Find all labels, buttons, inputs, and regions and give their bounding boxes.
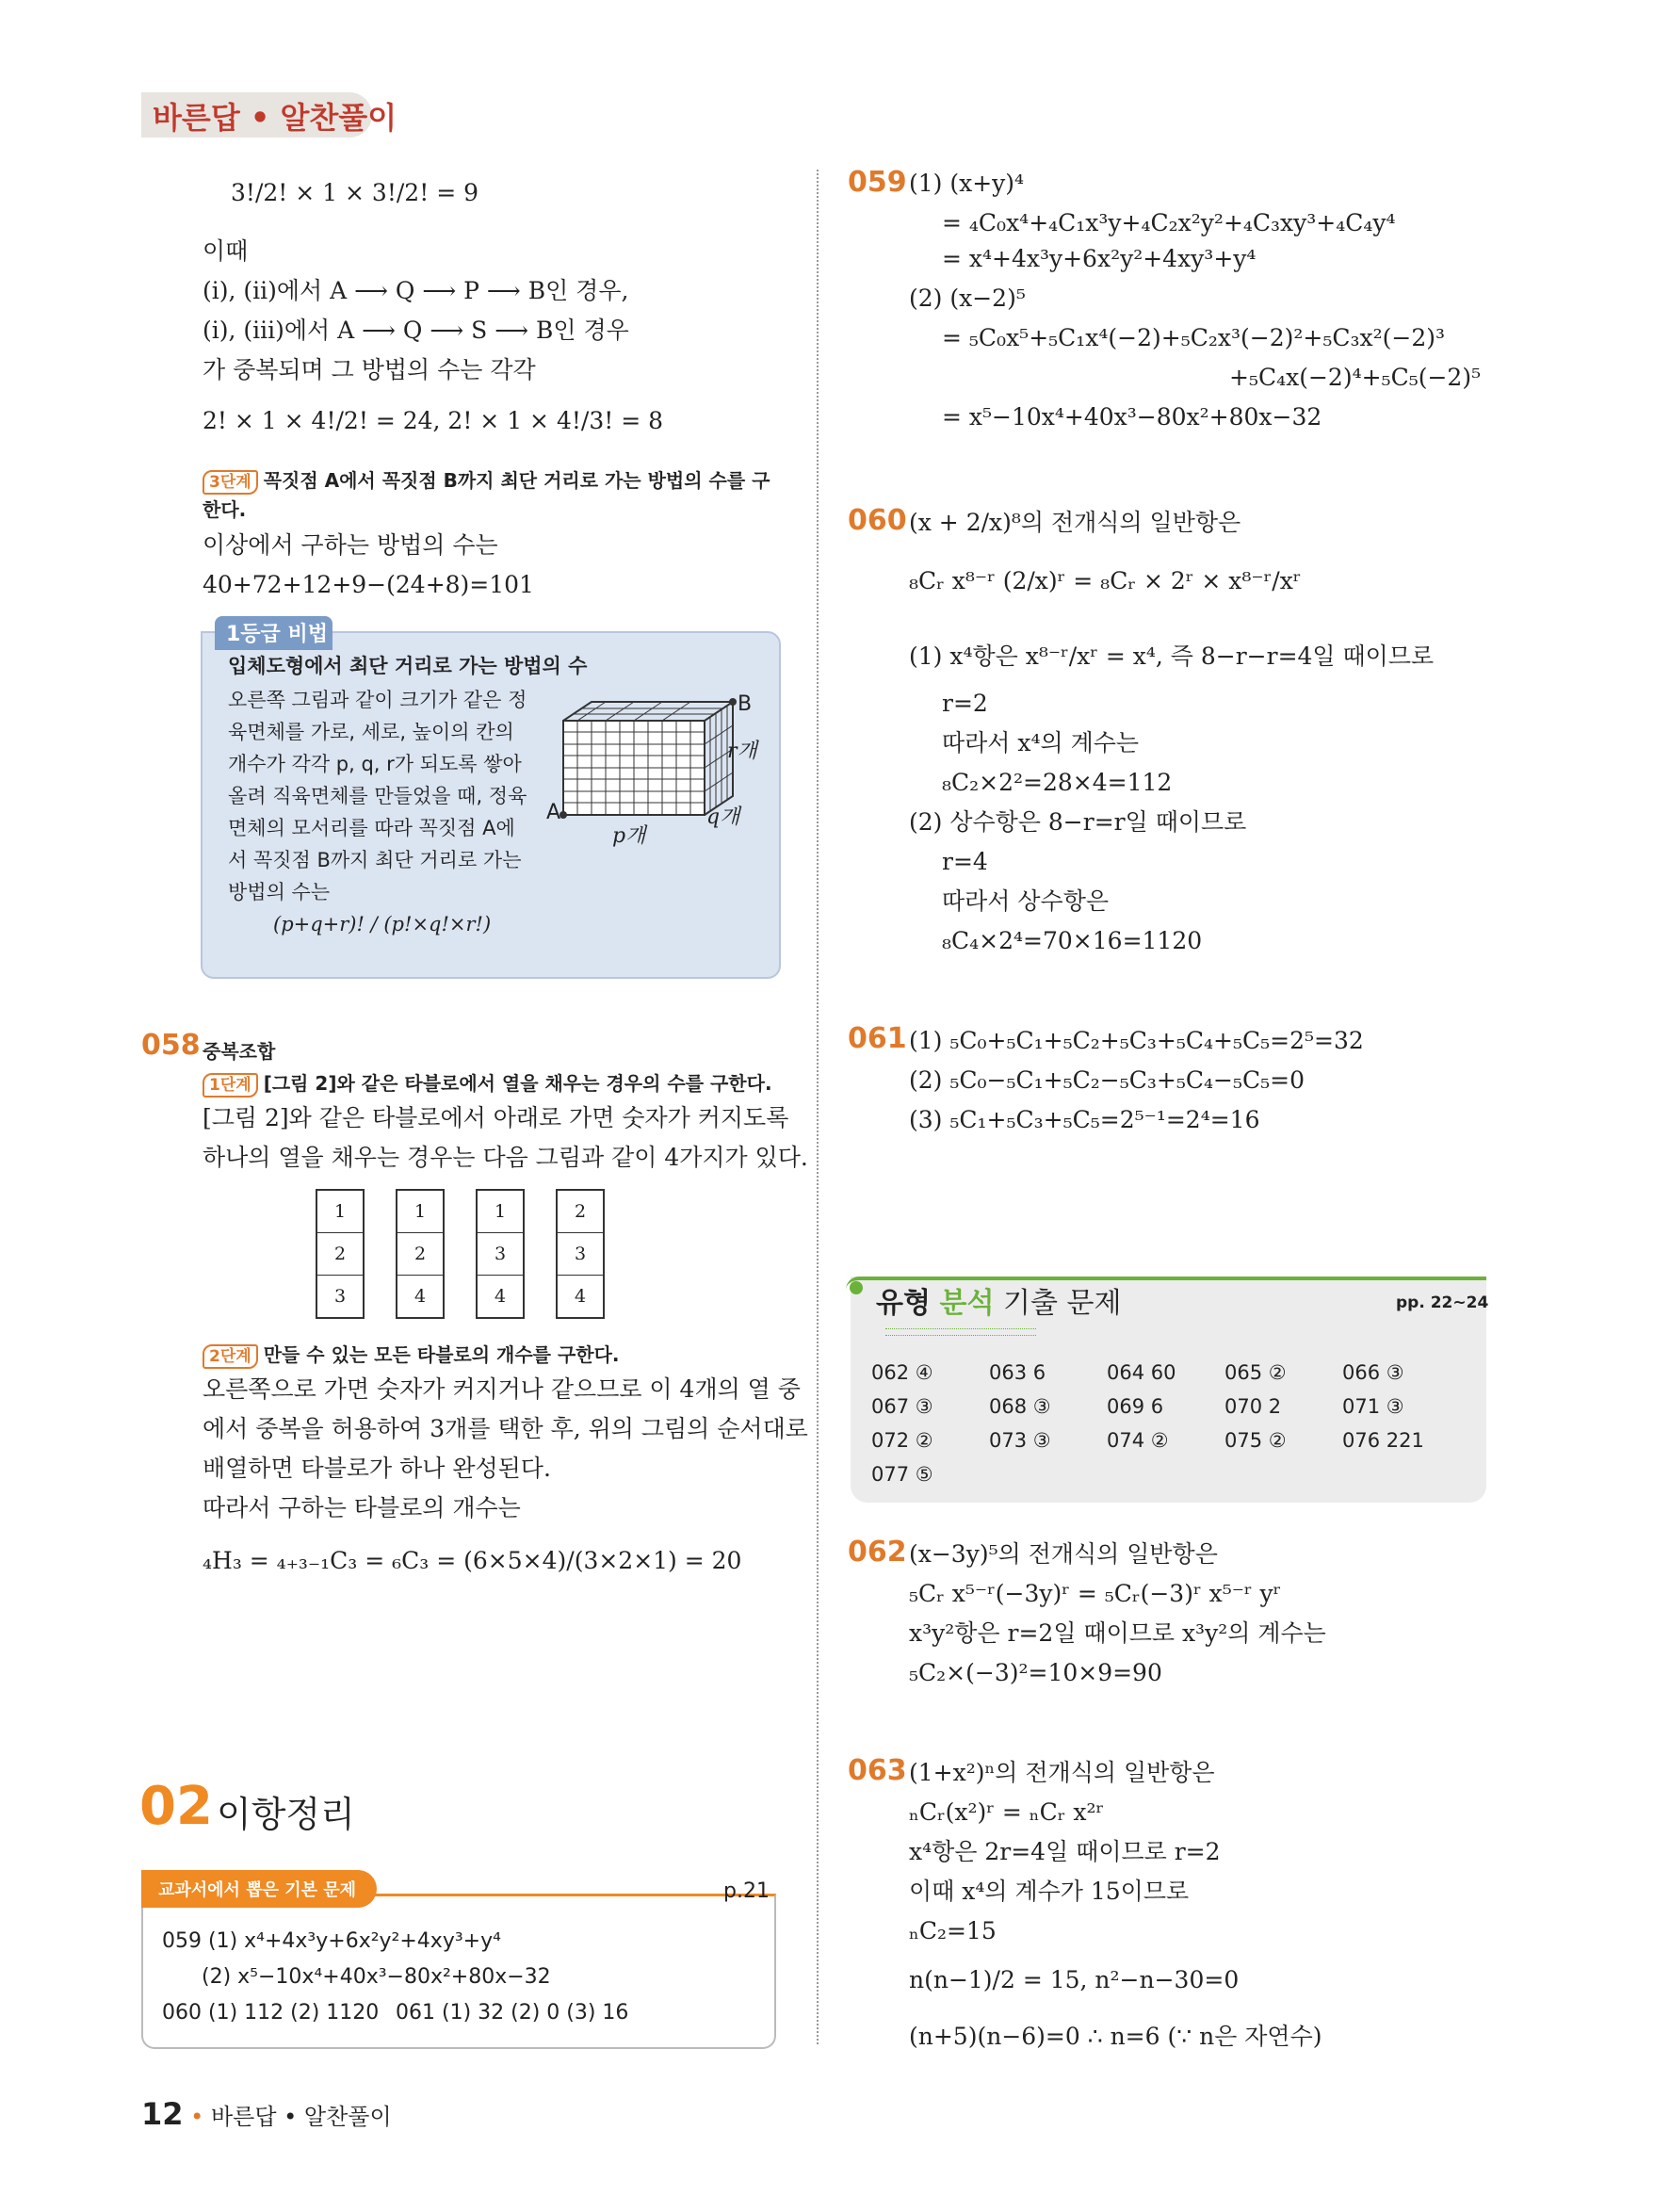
left-line-3: (i), (ii)에서 A ⟶ Q ⟶ P ⟶ B인 경우, [203, 277, 629, 304]
page-footer [141, 2096, 392, 2132]
problem-062-number: 062 [848, 1536, 907, 1569]
tableau-cell: 4 [494, 1286, 507, 1307]
answer-071: 071 ③ [1342, 1395, 1404, 1418]
tip-label-r: r개 [727, 740, 757, 763]
p063-t5: ₙC₂=15 [909, 1917, 997, 1944]
p060-t7: (2) 상수항은 8−r=r일 때이므로 [909, 808, 1247, 836]
p059-b2: = ₅C₀x⁵+₅C₁x⁴(−2)+₅C₂x³(−2)²+₅C₃x²(−2)³ [942, 324, 1446, 351]
left-line-6: 2! × 1 × 4!/2! = 24, 2! × 1 × 4!/3! = 8 [203, 407, 664, 434]
p061-t2: (2) ₅C₀−₅C₁+₅C₂−₅C₃+₅C₄−₅C₅=0 [909, 1066, 1305, 1094]
tip-line-5: 면체의 모서리를 따라 꼭짓점 A에 [228, 817, 515, 839]
tableau-column-3 [476, 1189, 525, 1319]
p063-t1: (1+x²)ⁿ의 전개식의 일반항은 [909, 1759, 1215, 1786]
p060-t9: 따라서 상수항은 [942, 887, 1109, 915]
problem-058-title: 중복조합 [203, 1040, 276, 1063]
problem-060-number: 060 [848, 504, 907, 537]
tableau-cell: 2 [317, 1233, 363, 1276]
p058-s7: ₄H₃ = ₄₊₃₋₁C₃ = ₆C₃ = (6×5×4)/(3×2×1) = 20 [203, 1547, 742, 1574]
answer-074: 074 ② [1107, 1429, 1169, 1452]
p059-b3: +₅C₄x(−2)⁴+₅C₅(−2)⁵ [1229, 364, 1482, 391]
section-title-b: 분석 [939, 1287, 995, 1320]
left-line-8: 40+72+12+9−(24+8)=101 [203, 571, 534, 598]
section-pages: pp. 22~24 [1396, 1293, 1489, 1312]
step1-row [203, 1066, 772, 1099]
p059-b4: = x⁵−10x⁴+40x³−80x²+80x−32 [942, 403, 1322, 431]
answer-063: 063 6 [989, 1361, 1046, 1384]
answer-077: 077 ⑤ [871, 1463, 933, 1486]
p058-s3: 오른쪽으로 가면 숫자가 커지거나 같으므로 이 4개의 열 중 [203, 1375, 801, 1403]
p060-t2: ₈Cᵣ x⁸⁻ʳ (2/x)ʳ = ₈Cᵣ × 2ʳ × x⁸⁻ʳ/xʳ [909, 567, 1302, 594]
header-title: 바른답 • 알찬풀이 [153, 100, 397, 136]
tip-label-p: p개 [612, 824, 646, 848]
tableau-cell: 2 [397, 1233, 443, 1276]
answer-076: 076 221 [1342, 1429, 1424, 1452]
p060-t3: (1) x⁴항은 x⁸⁻ʳ/xʳ = x⁴, 즉 8−r−r=4일 때이므로 [909, 642, 1435, 670]
left-line-2: 이때 [203, 237, 249, 265]
tableau-cell: 2 [558, 1191, 603, 1233]
basic-row-3b: 061 (1) 32 (2) 0 (3) 16 [396, 2001, 629, 2025]
tableau-cell: 4 [574, 1286, 587, 1307]
answer-075: 075 ② [1224, 1429, 1287, 1452]
tip-label-A: A [546, 801, 561, 824]
p059-a3: = x⁴+4x³y+6x²y²+4xy³+y⁴ [942, 245, 1257, 272]
step1-label: 1단계 [203, 1073, 258, 1098]
tableau-column-2 [396, 1189, 445, 1319]
step3-text-2: 한다. [203, 498, 247, 521]
tip-formula: (p+q+r)! / (p!×q!×r!) [273, 913, 492, 935]
section-decoration [885, 1328, 1036, 1336]
tableau-cell: 1 [478, 1191, 523, 1233]
p058-s2: 하나의 열을 채우는 경우는 다음 그림과 같이 4가지가 있다. [203, 1144, 808, 1171]
p062-t4: ₅C₂×(−3)²=10×9=90 [909, 1659, 1162, 1686]
chapter-number: 02 [139, 1776, 213, 1837]
tableau-cell: 3 [478, 1233, 523, 1276]
section-title [876, 1279, 1122, 1321]
tip-tab-label: 1등급 비법 [226, 623, 328, 646]
page-number: 12 [141, 2096, 184, 2132]
tableau-cell: 3 [333, 1286, 347, 1307]
p060-t5: 따라서 x⁴의 계수는 [942, 729, 1140, 756]
basic-row-1: 059 (1) x⁴+4x³y+6x²y²+4xy³+y⁴ [162, 1929, 501, 1953]
tableau-cell: 4 [414, 1286, 427, 1307]
tip-line-4: 올려 직육면체를 만들었을 때, 정육 [228, 785, 527, 807]
p060-t8: r=4 [942, 848, 988, 875]
basic-problems-tab-label: 교과서에서 뽑은 기본 문제 [158, 1880, 357, 1900]
tableau-column-4 [556, 1189, 605, 1319]
p060-t1: (x + 2/x)⁸의 전개식의 일반항은 [909, 509, 1241, 536]
tip-line-2: 육면체를 가로, 세로, 높이의 칸의 [228, 721, 514, 743]
p059-b1: (2) (x−2)⁵ [909, 285, 1026, 312]
basic-row-2: (2) x⁵−10x⁴+40x³−80x²+80x−32 [202, 1965, 551, 1989]
answer-067: 067 ③ [871, 1395, 933, 1418]
problem-058-number: 058 [141, 1029, 201, 1062]
step1-text: [그림 2]와 같은 타블로에서 열을 채우는 경우의 수를 구한다. [263, 1072, 772, 1095]
p060-t6: ₈C₂×2²=28×4=112 [942, 769, 1173, 796]
p061-t1: (1) ₅C₀+₅C₁+₅C₂+₅C₃+₅C₄+₅C₅=2⁵=32 [909, 1027, 1364, 1054]
tip-line-7: 방법의 수는 [228, 881, 331, 903]
footer-text: 바른답 • 알찬풀이 [210, 2104, 392, 2130]
answer-064: 064 60 [1107, 1361, 1176, 1384]
answer-068: 068 ③ [989, 1395, 1051, 1418]
section-title-c: 기출 문제 [1003, 1287, 1122, 1320]
p063-t2: ₙCᵣ(x²)ʳ = ₙCᵣ x²ʳ [909, 1798, 1105, 1826]
p063-t7: (n+5)(n−6)=0 ∴ n=6 (∵ n은 자연수) [909, 2023, 1322, 2050]
answer-072: 072 ② [871, 1429, 933, 1452]
tip-title: 입체도형에서 최단 거리로 가는 방법의 수 [228, 655, 588, 677]
p059-a2: = ₄C₀x⁴+₄C₁x³y+₄C₂x²y²+₄C₃xy³+₄C₄y⁴ [942, 209, 1396, 236]
section-title-a: 유형 [876, 1287, 931, 1320]
p062-t2: ₅Cᵣ x⁵⁻ʳ(−3y)ʳ = ₅Cᵣ(−3)ʳ x⁵⁻ʳ yʳ [909, 1580, 1282, 1607]
p061-t3: (3) ₅C₁+₅C₃+₅C₅=2⁵⁻¹=2⁴=16 [909, 1106, 1260, 1133]
p058-s1: [그림 2]와 같은 타블로에서 아래로 가면 숫자가 커지도록 [203, 1104, 789, 1131]
p063-t4: 이때 x⁴의 계수가 15이므로 [909, 1878, 1190, 1905]
p058-s4: 에서 중복을 허용하여 3개를 택한 후, 위의 그림의 순서대로 [203, 1415, 808, 1442]
step3-row [203, 464, 770, 496]
step2-label: 2단계 [203, 1344, 258, 1369]
answer-066: 066 ③ [1342, 1361, 1404, 1384]
answer-073: 073 ③ [989, 1429, 1051, 1452]
answer-065: 065 ② [1224, 1361, 1287, 1384]
answer-069: 069 6 [1107, 1395, 1164, 1418]
problem-061-number: 061 [848, 1022, 907, 1055]
p063-t3: x⁴항은 2r=4일 때이므로 r=2 [909, 1838, 1221, 1865]
tip-label-B: B [738, 692, 753, 716]
tableau-cell: 1 [397, 1191, 443, 1233]
p058-s6: 따라서 구하는 타블로의 개수는 [203, 1494, 521, 1521]
problem-059-number: 059 [848, 166, 907, 199]
p063-t6: n(n−1)/2 = 15, n²−n−30=0 [909, 1966, 1240, 1993]
left-line-5: 가 중복되며 그 방법의 수는 각각 [203, 356, 536, 383]
answer-062: 062 ④ [871, 1361, 933, 1384]
tip-line-3: 개수가 각각 p, q, r가 되도록 쌓아 [228, 753, 522, 775]
basic-page-ref: p.21 [723, 1879, 770, 1903]
p058-s5: 배열하면 타블로가 하나 완성된다. [203, 1455, 551, 1482]
step3-label: 3단계 [203, 470, 258, 495]
p059-a1: (1) (x+y)⁴ [909, 170, 1025, 197]
answer-070: 070 2 [1224, 1395, 1282, 1418]
p060-t4: r=2 [942, 690, 988, 717]
tip-label-q: q개 [706, 805, 740, 829]
step3-text: 꼭짓점 A에서 꼭짓점 B까지 최단 거리로 가는 방법의 수를 구 [263, 469, 770, 492]
tableau-cell: 1 [317, 1191, 363, 1233]
tableau-column-1 [316, 1189, 365, 1319]
p062-t1: (x−3y)⁵의 전개식의 일반항은 [909, 1540, 1218, 1568]
p062-t3: x³y²항은 r=2일 때이므로 x³y²의 계수는 [909, 1619, 1326, 1647]
p060-t10: ₈C₄×2⁴=70×16=1120 [942, 927, 1203, 954]
section-bullet-icon [850, 1281, 863, 1294]
left-line-7: 이상에서 구하는 방법의 수는 [203, 531, 498, 559]
chapter-title: 이항정리 [217, 1794, 355, 1835]
step2-text: 만들 수 있는 모든 타블로의 개수를 구한다. [263, 1343, 620, 1366]
tableau-cell: 3 [558, 1233, 603, 1276]
tip-line-1: 오른쪽 그림과 같이 크기가 같은 정 [228, 689, 527, 711]
left-line-1: 3!/2! × 1 × 3!/2! = 9 [231, 179, 478, 206]
column-divider [817, 170, 819, 2044]
tip-line-6: 서 꼭짓점 B까지 최단 거리로 가는 [228, 849, 522, 871]
problem-063-number: 063 [848, 1754, 907, 1787]
left-line-4: (i), (iii)에서 A ⟶ Q ⟶ S ⟶ B인 경우 [203, 317, 629, 344]
step2-row [203, 1338, 620, 1371]
footer-dot: • [190, 2104, 204, 2130]
basic-row-3a: 060 (1) 112 (2) 1120 [162, 2001, 380, 2025]
